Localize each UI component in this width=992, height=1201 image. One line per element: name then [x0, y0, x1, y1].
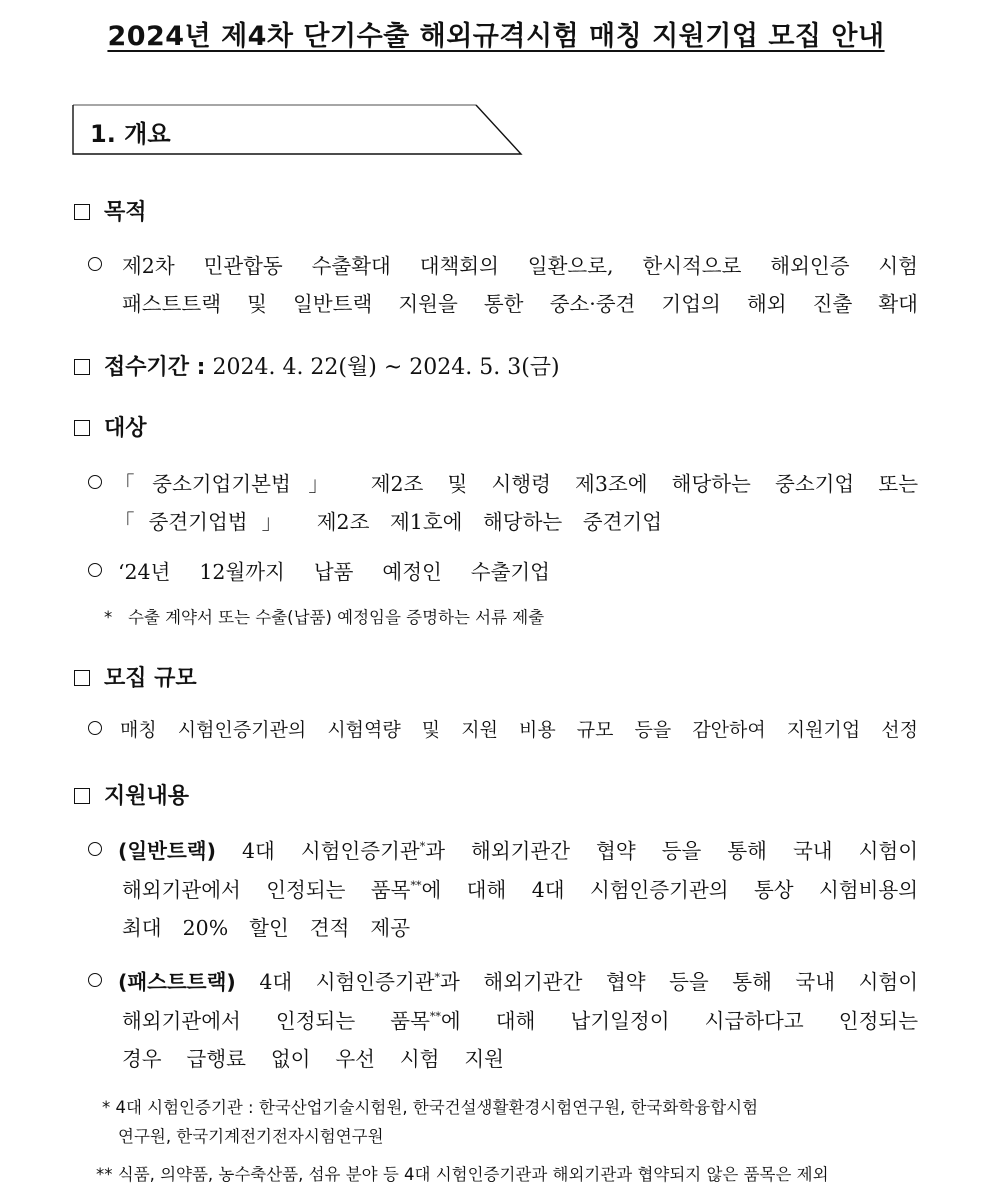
support-note-1-line-1: * 4대 시험인증기관 : 한국산업기술시험원, 한국건설생활환경시험연구원, 한국화학융합시험 — [102, 1098, 759, 1117]
fast-track-label: (패스트트랙) — [118, 970, 236, 994]
fast-track-line-2: 해외기관에서 인정되는 품목**에 대해 납기일정이 시급하다고 인정되는 — [122, 1009, 918, 1033]
heading-purpose: 목적 — [74, 195, 147, 226]
circle-bullet-icon — [88, 475, 102, 489]
circle-bullet-icon — [88, 257, 102, 271]
circle-bullet-icon — [88, 721, 102, 735]
general-track-line-1: (일반트랙) 4대 시험인증기관*과 해외기관간 협약 등을 통해 국내 시험이 — [118, 839, 918, 863]
period-value: 2024. 4. 22(월) ~ 2024. 5. 3(금) — [212, 355, 560, 380]
circle-bullet-icon — [88, 973, 102, 987]
section-title: 1. 개요 — [90, 120, 171, 148]
general-track-line-3: 최대 20% 할인 견적 제공 — [122, 916, 410, 940]
heading-target: 대상 — [74, 411, 147, 442]
section-tab — [72, 104, 524, 156]
target-item1-line-2: 「중견기업법」 제2조 제1호에 해당하는 중견기업 — [114, 510, 662, 534]
target-note: * 수출 계약서 또는 수출(납품) 예정임을 증명하는 서류 제출 — [104, 608, 545, 627]
purpose-line-2: 패스트트랙 및 일반트랙 지원을 통한 중소·중견 기업의 해외 진출 확대 — [122, 292, 918, 316]
support-note-1-line-2: 연구원, 한국기계전기전자시험연구원 — [118, 1127, 384, 1146]
checkbox-square-icon — [74, 359, 90, 375]
checkbox-square-icon — [74, 788, 90, 804]
note-star: * — [104, 608, 113, 627]
target-item2: ‘24년 12월까지 납품 예정인 수출기업 — [118, 560, 550, 584]
scale-item: 매칭 시험인증기관의 시험역량 및 지원 비용 규모 등을 감안하여 지원기업 선정 — [120, 719, 918, 741]
general-track-line-2: 해외기관에서 인정되는 품목**에 대해 4대 시험인증기관의 통상 시험비용의 — [122, 878, 919, 902]
checkbox-square-icon — [74, 204, 90, 220]
heading-period: 접수기간 : 2024. 4. 22(월) ~ 2024. 5. 3(금) — [74, 350, 560, 381]
purpose-line-1: 제2차 민관합동 수출확대 대책회의 일환으로, 한시적으로 해외인증 시험 — [122, 254, 918, 278]
fast-track-line-3: 경우 급행료 없이 우선 시험 지원 — [122, 1047, 504, 1071]
support-note-2: ** 식품, 의약품, 농수축산품, 섬유 분야 등 4대 시험인증기관과 해외기관과 협약되지 않은 품목은 제외 — [96, 1165, 829, 1184]
circle-bullet-icon — [88, 563, 102, 577]
checkbox-square-icon — [74, 670, 90, 686]
target-item1-line-1: 「중소기업기본법」 제2조 및 시행령 제3조에 해당하는 중소기업 또는 — [114, 472, 918, 496]
fast-track-line-1: (패스트트랙) 4대 시험인증기관*과 해외기관간 협약 등을 통해 국내 시험이 — [118, 970, 918, 994]
heading-scale: 모집 규모 — [74, 661, 197, 692]
heading-support: 지원내용 — [74, 779, 189, 810]
circle-bullet-icon — [88, 842, 102, 856]
checkbox-square-icon — [74, 420, 90, 436]
page-title: 2024년 제4차 단기수출 해외규격시험 매칭 지원기업 모집 안내 — [107, 21, 885, 52]
general-track-label: (일반트랙) — [118, 839, 216, 863]
